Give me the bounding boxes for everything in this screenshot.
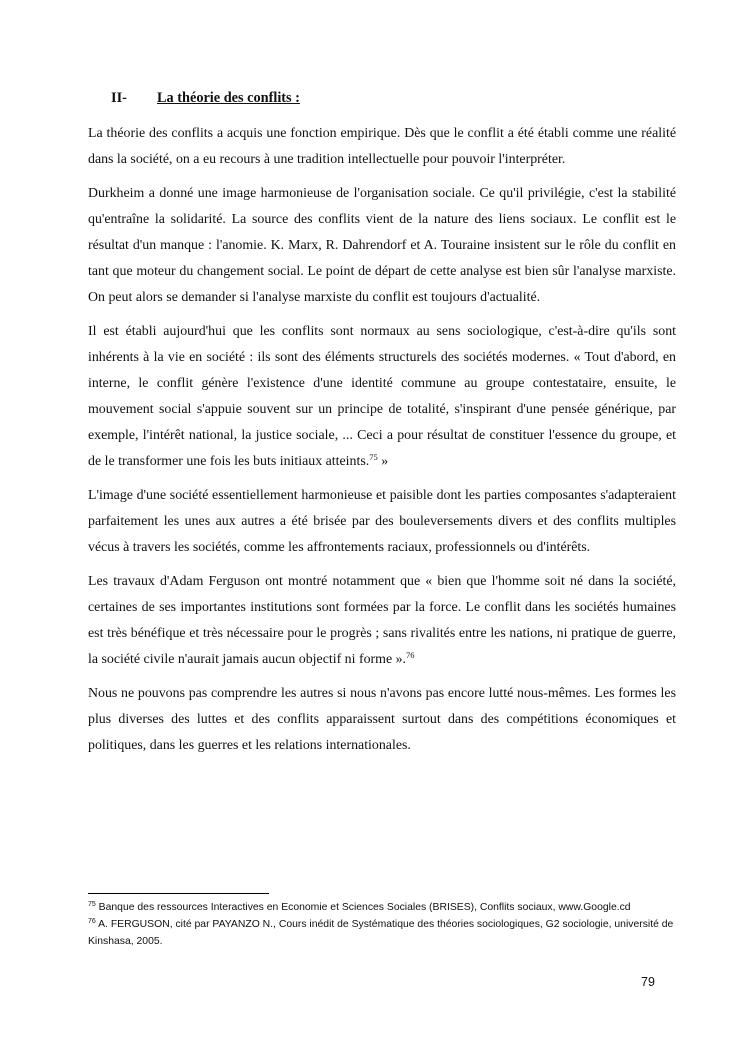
footnote-ref-76[interactable]: 76 bbox=[406, 650, 415, 660]
body-text bbox=[88, 121, 676, 767]
footnotes bbox=[88, 899, 688, 950]
paragraph-1: La théorie des conflits a acquis une fonction empirique. Dès que le conflit a été établi comme une réalité dans la société, on a eu recours à une tradition intellectuelle pour pouvoir l'interpréter. bbox=[88, 126, 676, 167]
section-number: II- bbox=[111, 90, 127, 106]
paragraph-4: L'image d'une société essentiellement harmonieuse et paisible dont les parties composantes s'adapteraient parfaitement les unes aux autres a été brisée par des bouleversements divers et des conflits multiples vécus à travers les sociétés, comme les affrontements raciaux, professionnels ou d'intérêts. bbox=[88, 488, 676, 555]
footnote-75: $^{75}$ Banque des ressources Interactives en Economie et Sciences Sociales (BRISES), Conflits sociaux, www.Google.cd bbox=[88, 901, 631, 913]
paragraph-6: Nous ne pouvons pas comprendre les autres si nous n'avons pas encore lutté nous-mêmes. Les formes les plus diverses des luttes et des conflits apparaissent surtout dans des compétitions économiques et politiques, dans les guerres et les relations internationales. bbox=[88, 686, 676, 753]
section-heading bbox=[111, 90, 300, 107]
footnote-ref-75[interactable]: 75 bbox=[369, 452, 378, 462]
paragraph-3: Il est établi aujourd'hui que les conflits sont normaux au sens sociologique, c'est-à-dire qu'ils sont inhérents à la vie en société : ils sont des éléments structurels des sociétés modernes. « Tout d'abord, en interne, le conflit génère l'existence d'une identité commune au groupe contestataire, ensuite, le mouvement social s'appuie souvent sur un principe de totalité, s'inspirant d'une pensée générique, par exemple, l'intérêt national, la justice sociale, ... Ceci a pour résultat de constituer l'essence du groupe, et de le transformer une fois les buts initiaux atteints.$^{75}$ » bbox=[88, 324, 676, 469]
footnote-divider bbox=[88, 893, 269, 894]
footnote-number: 75 bbox=[88, 901, 96, 908]
paragraph-2: Durkheim a donné une image harmonieuse de l'organisation sociale. Ce qu'il privilégie, c'est la stabilité qu'entraîne la solidarité. La source des conflits vient de la nature des liens sociaux. Le conflit est le résultat d'un manque : l'anomie. K. Marx, R. Dahrendorf et A. Touraine insistent sur le rôle du conflit en tant que moteur du changement social. Le point de départ de cette analyse est bien sûr l'analyse marxiste. On peut alors se demander si l'analyse marxiste du conflit est toujours d'actualité. bbox=[88, 186, 676, 305]
paragraph-5: Les travaux d'Adam Ferguson ont montré notamment que « bien que l'homme soit né dans la société, certaines de ses importantes institutions sont formées par la force. Le conflit dans les sociétés humaines est très bénéfique et très nécessaire pour le progrès ; sans rivalités entre les nations, ni pratique de guerre, la société civile n'aurait jamais aucun objectif ni forme ».$^{76}$ bbox=[88, 574, 676, 667]
footnote-number: 76 bbox=[88, 918, 96, 925]
footnote-76: $^{76}$ A. FERGUSON, cité par PAYANZO N., Cours inédit de Systématique des théories sociologiques, G2 sociologie, université de Kinshasa, 2005. bbox=[88, 918, 674, 947]
page-number: 79 bbox=[641, 975, 655, 989]
section-title: La théorie des conflits : bbox=[157, 90, 300, 106]
